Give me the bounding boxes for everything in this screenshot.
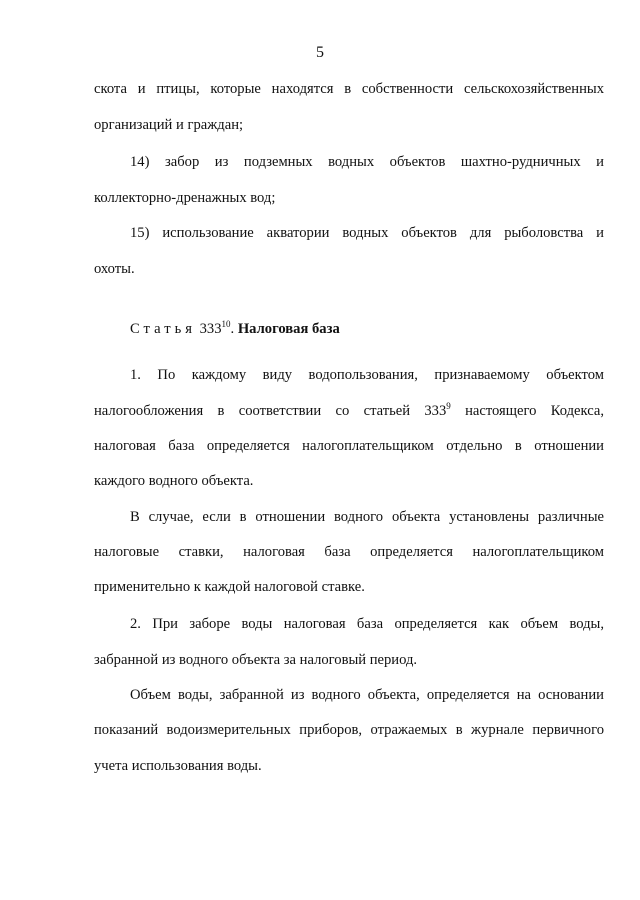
para-2-line-1: В случае, если в отношении водного объекта установлены различные: [130, 509, 604, 525]
para-2-line-2: налоговые ставки, налоговая база определяется налогоплательщиком: [94, 544, 604, 560]
para-3-line-1: 2. При заборе воды налоговая база определяется как объем воды,: [130, 616, 604, 632]
para-4-line-2: показаний водоизмерительных приборов, отражаемых в журнале первичного: [94, 722, 604, 738]
para-1-line-2-tail: настоящего Кодекса,: [450, 403, 604, 419]
para-1-line-1: 1. По каждому виду водопользования, признаваемому объектом: [130, 367, 604, 383]
para-1-line-2: [94, 402, 604, 420]
para-4-line-3: учета использования воды.: [94, 758, 262, 774]
article-title: Налоговая база: [237, 321, 340, 337]
list-item-14-line-1: 14) забор из подземных водных объектов шахтно-рудничных и: [130, 154, 604, 170]
para-1-line-3: налоговая база определяется налогоплательщиком отдельно в отношении: [94, 438, 604, 454]
article-separator: .: [230, 321, 235, 337]
para-1-line-4: каждого водного объекта.: [94, 473, 254, 489]
article-number: 333: [199, 321, 222, 337]
para-1-line-2-text: налогообложения в соответствии со статьей 333: [94, 403, 447, 419]
continuation-line-1: скота и птицы, которые находятся в собственности сельскохозяйственных: [94, 81, 604, 97]
article-label: Статья: [130, 321, 196, 337]
para-3-line-2: забранной из водного объекта за налоговый период.: [94, 652, 418, 668]
list-item-15-line-1: 15) использование акватории водных объектов для рыболовства и: [130, 225, 604, 241]
para-4-line-1: Объем воды, забранной из водного объекта, определяется на основании: [130, 687, 604, 703]
article-heading: [130, 320, 340, 338]
article-number-superscript: 10: [221, 319, 231, 330]
list-item-14-line-2: коллекторно-дренажных вод;: [94, 190, 276, 206]
para-2-line-3: применительно к каждой налоговой ставке.: [94, 579, 365, 595]
article-reference-superscript: 9: [446, 401, 451, 412]
list-item-15-line-2: охоты.: [94, 261, 135, 277]
continuation-line-2: организаций и граждан;: [94, 117, 244, 133]
page-number: 5: [316, 44, 324, 61]
